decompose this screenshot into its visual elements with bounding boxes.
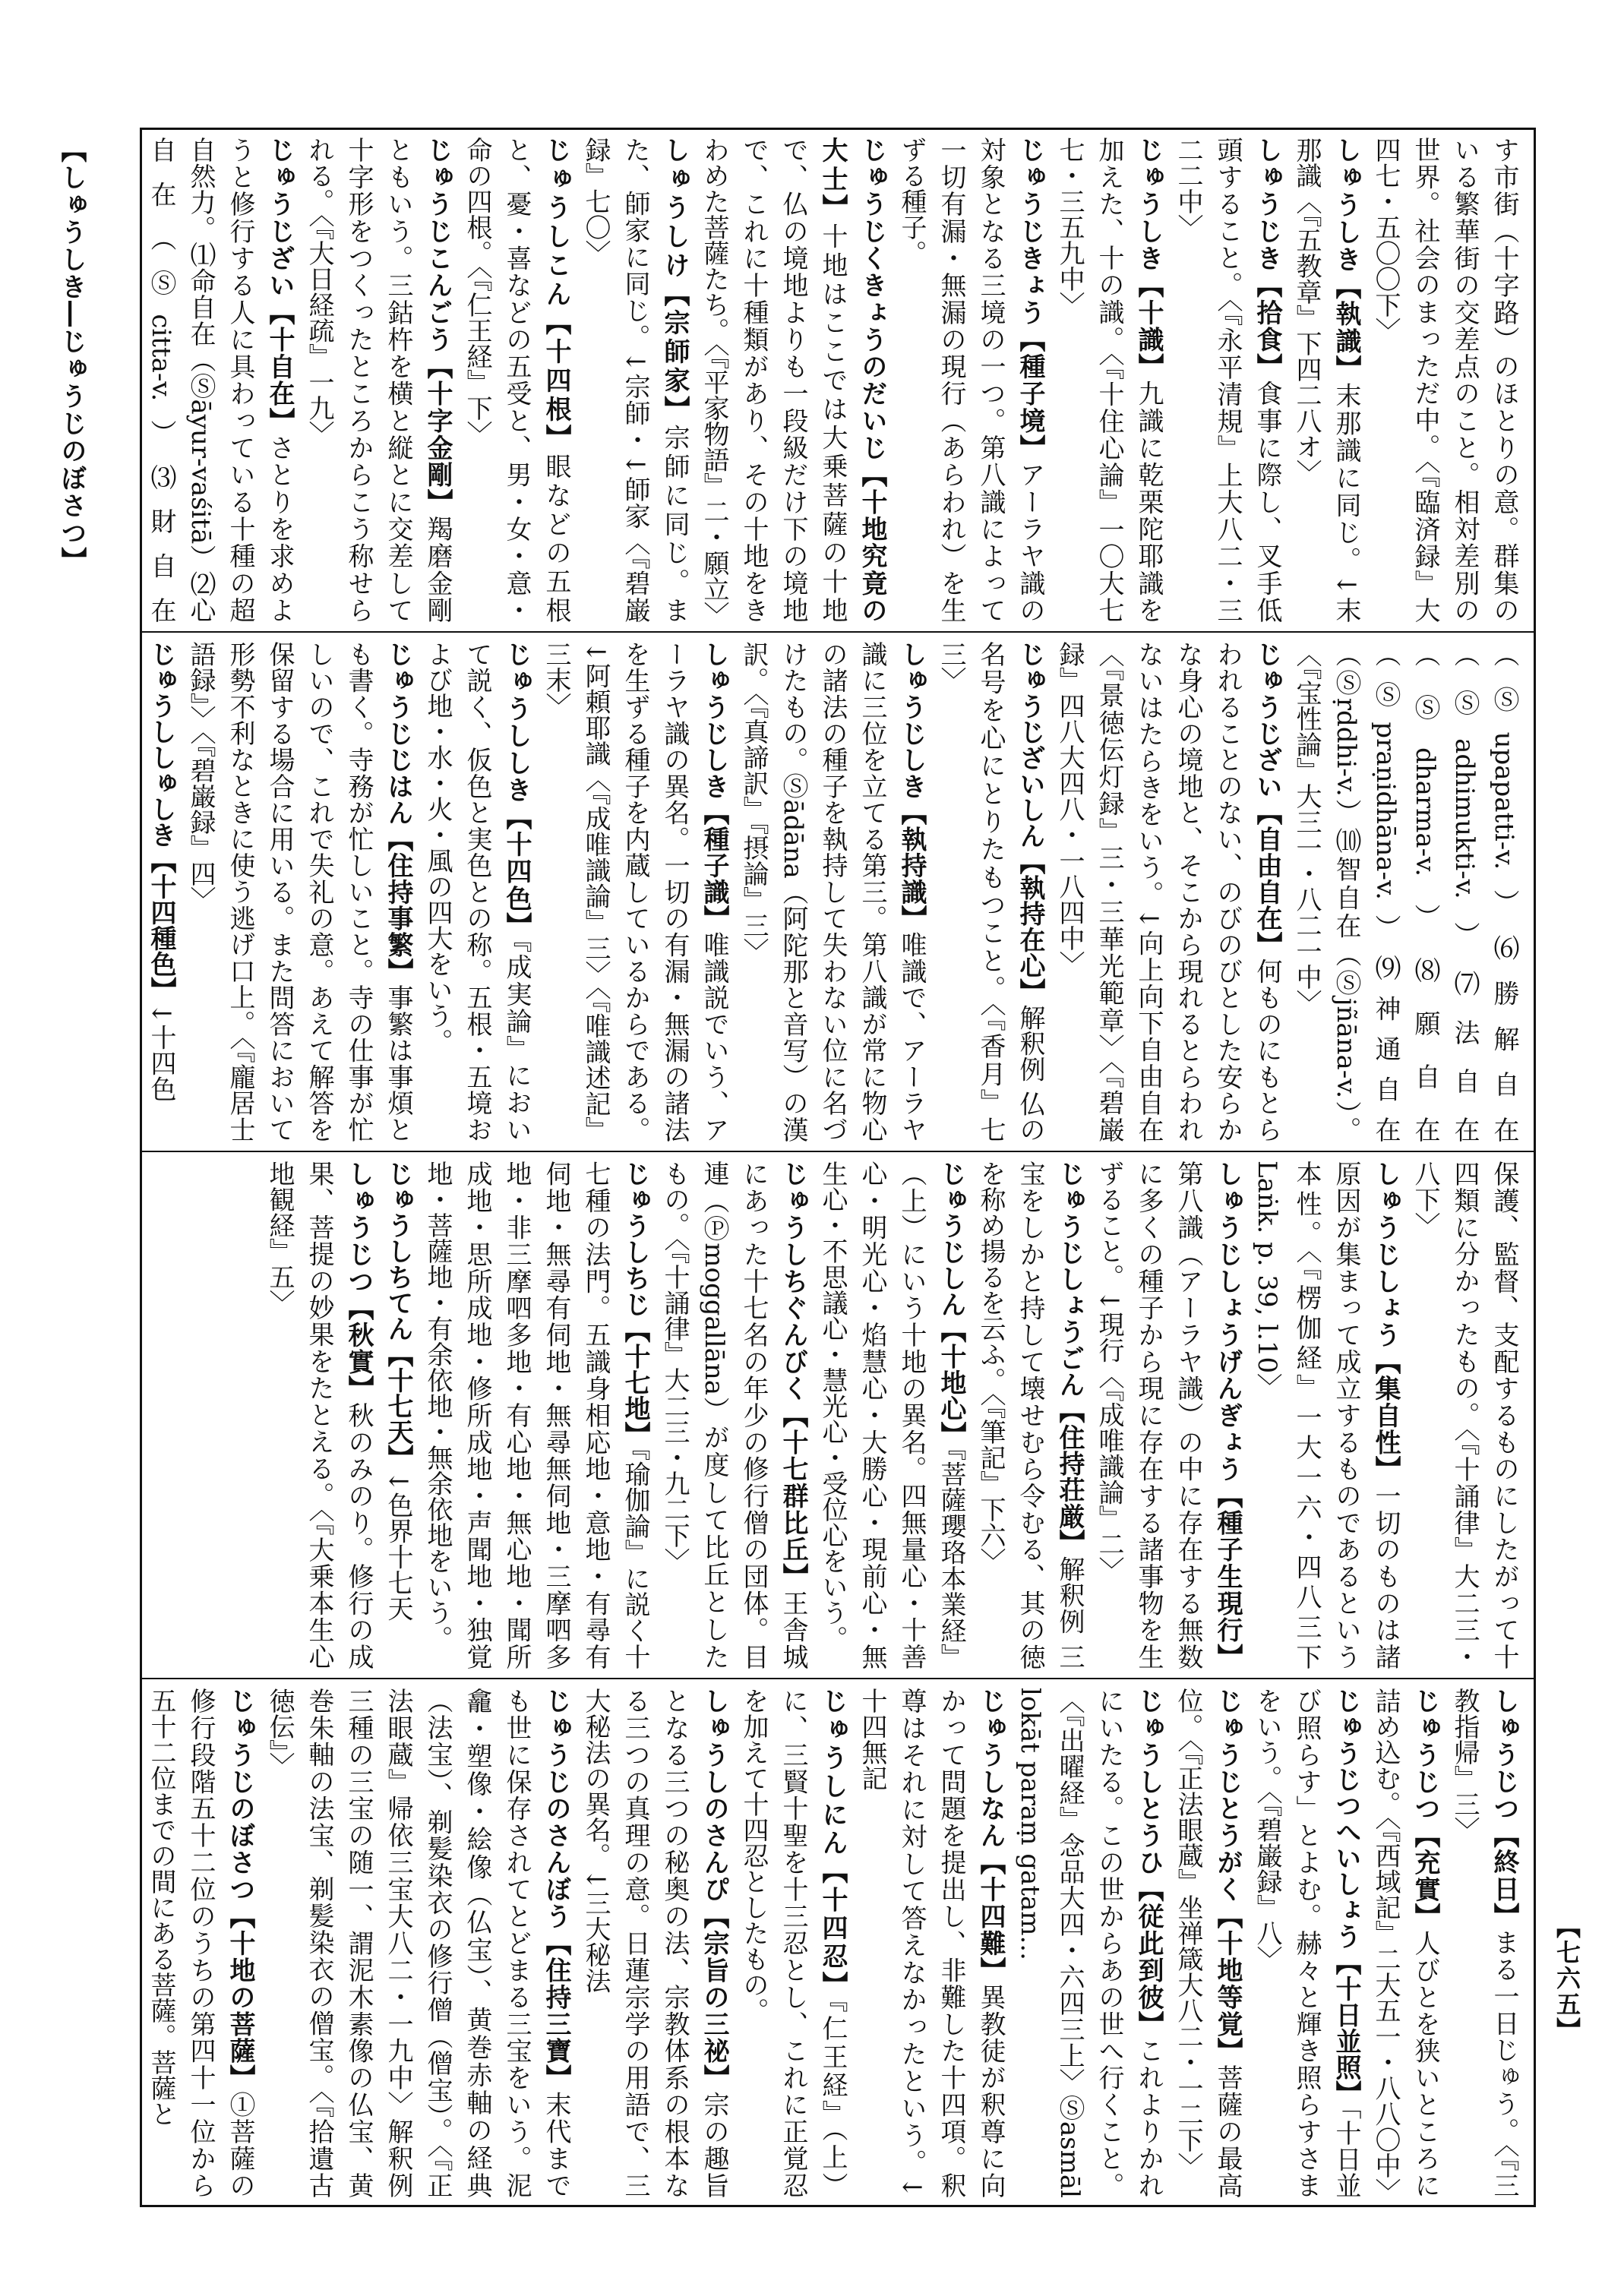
dictionary-entry	[655, 1161, 813, 1669]
tier-divider	[141, 1151, 1534, 1152]
dictionary-entry	[1010, 1688, 1168, 2198]
dictionary-entry	[576, 1688, 734, 2198]
entry-headword: しゅうしけ【宗師家】	[659, 137, 690, 425]
dictionary-entry	[457, 137, 576, 623]
entry-definition: 保護、監督、支配するものにしたがって十四類に分かったもの。〈『十誦律』大二三・八下〉	[1410, 1161, 1519, 1669]
dictionary-entry	[418, 1161, 655, 1669]
dictionary-entry	[1247, 1688, 1366, 2198]
dictionary-entry	[694, 137, 892, 627]
dictionary-entry	[260, 1161, 378, 1669]
dictionary-entry	[892, 137, 1050, 623]
dictionary-entry	[576, 137, 694, 623]
entry-definition: アーラヤ識の対象となる三境の一つ。第八識によって一切有漏・無漏の現行（あらわれ）を生ずる種子。	[896, 137, 1045, 624]
dictionary-entry	[813, 1161, 971, 1669]
entry-definition: 眼などの五根と、憂・喜などの五受と、男・女・意・命の四根。〈『仁王経』下〉	[462, 137, 571, 623]
entry-headword: じゅうじしん【十地心】	[936, 1161, 966, 1448]
dictionary-entry	[1405, 1161, 1524, 1669]
entry-headword: じゅうしとうひ【従此到彼】	[1133, 1688, 1164, 2038]
dictionary-entry	[260, 1688, 576, 2198]
tier-3	[141, 1153, 1534, 1677]
entry-definition: 解釈例 三宝をしかと持して壊せむら令むる、其の徳を称め揚るを云ふ。〈『筆記』下六〉	[975, 1161, 1085, 1670]
entry-definition: 事繁は事煩とも書く。寺務が忙しいこと。寺の仕事が忙しいので、これで失礼の意。あえて解答を保留する場合に用いる。また問答において形勢不利なときに使う逃げ口上。〈『龐居士語録』〉〈『碧巌録』四〉	[185, 641, 413, 1143]
dictionary-entry	[971, 1161, 1089, 1669]
dictionary-entry	[1089, 1161, 1247, 1669]
entry-definition: 宗の趣旨となる三つの秘奥の法、宗教体系の根本なる三つの真理の意。日蓮宗学の用語で、三大秘法の異名。↓三大秘法	[580, 1688, 729, 2199]
entry-definition: 解釈例 仏の名号を心にとりたもつこと。〈『香月』七三〉	[936, 641, 1045, 1143]
dictionary-entry	[299, 137, 457, 623]
dictionary-entry	[141, 641, 181, 1142]
entry-definition: 人びとを狭いところに詰め込む。〈『西域記』二大五一・八八〇中〉	[1370, 1688, 1440, 2204]
dictionary-entry	[1050, 641, 1287, 1142]
entry-definition: ↓色界十七天	[383, 1470, 413, 1622]
entry-definition: 羯磨金剛ともいう。三鈷杵を横と縦とに交差して十字形をつくったところからこう称せられる。〈『大日経疏』一九〉	[304, 137, 453, 624]
dictionary-entry	[181, 641, 418, 1142]
entry-definition: す市街（十字路）のほとりの意。群集のいる繁華街の交差点のこと。相対差別の世界。社会のまっただ中。〈『臨済録』大四七・五〇〇下〉	[1370, 137, 1519, 623]
dictionary-entry	[1366, 1688, 1445, 2204]
dictionary-entry	[852, 1688, 1010, 2198]
entry-definition: 唯識説でいう、アーラヤ識の異名。一切の有漏・無漏の諸法を生ずる種子を内蔵しているからである。↓阿頼耶識〈『成唯識論』三〉〈『唯識述記』三末〉	[541, 641, 729, 1143]
entry-headword: じゅうしき【十識】	[1133, 137, 1164, 381]
entry-headword: じゅうじしょうごん【住持荘厳】	[1054, 1161, 1085, 1556]
entry-definition: 食事に際し、叉手低頭すること。〈『永平清規』上大八二・三二二中〉	[1173, 137, 1282, 624]
entry-headword: じゅうじざいしん【執持在心】	[1015, 641, 1045, 1005]
dictionary-entry	[418, 641, 536, 1142]
tier-2	[141, 633, 1534, 1150]
dictionary-entry	[378, 1161, 418, 1669]
entry-definition: 『仁王経』（上）に、三賢十聖を十三忍とし、これに正覚忍を加えて十四忍としたもの。	[738, 1688, 848, 2199]
entry-headword: じゅうじざい【自由自在】	[1252, 641, 1282, 959]
page-header: 【しゅうしき―じゅうじのぼさつ】	[56, 137, 87, 574]
entry-headword: じゅうじじはん【住持事繁】	[383, 641, 413, 985]
dictionary-entry	[734, 641, 931, 1142]
entry-headword: じゅうしちぐんびく【十七群比丘】	[778, 1161, 808, 1590]
entry-definition: さとりを求めようと修行する人に具わっている十種の超自然力。⑴命自在（Ⓢāyur-vaśitā）⑵心自在（Ⓢcitta-v.）⑶財自在	[146, 137, 295, 624]
entry-definition: 末代までも世に保存されてとどまる三宝をいう。泥龕・塑像・絵像（仏宝）、黄巻赤軸の経典（法宝）、剃髪染衣の修行僧（僧宝）。〈『正法眼蔵』帰依三宝大八二・一九中〉解釈例 三種の三宝の随一、謂泥木素像の仏宝、黄巻朱軸の法宝、剃髪染衣の僧宝。〈『拾遺古徳伝』〉	[264, 1688, 571, 2199]
entry-definition: ①菩薩の修行段階五十二位のうちの第四十一位から五十二位までの間にある菩薩。菩薩と	[146, 1688, 255, 2199]
entry-headword: じゅうじつへいしょう【十日並照】	[1331, 1688, 1361, 2107]
entry-headword: じゅうしちてん【十七天】	[383, 1161, 413, 1470]
entry-headword: しゅうじき【拾食】	[1252, 137, 1282, 381]
entry-headword: しゅうじつ【秋實】	[343, 1161, 374, 1402]
entry-headword: じゅうしなん【十四難】	[975, 1688, 1006, 1984]
entry-headword: じゅうじきょう【種子境】	[1015, 137, 1045, 462]
entry-headword: じゅうしにん【十四忍】	[817, 1688, 848, 2000]
entry-definition: 「十日並び照らす」とよむ。赫々と輝き照らすさまをいう。〈『碧巌録』八〉	[1252, 1688, 1361, 2199]
dictionary-entry	[1366, 137, 1524, 623]
dictionary-entry	[141, 1688, 260, 2198]
entry-definition: （Ⓢupapatti-v.）⑹勝解自在（Ⓢadhimukti-v.）⑺法自在（Ⓢdharma-v.）⑻願自在（Ⓢpraṇidhāna-v.）⑼神通自在（Ⓢṛddhi-v.）⑽智自在（Ⓢjñāna-v.）。〈『宝性論』大三一・八二一中〉	[1291, 641, 1519, 1142]
entry-headword: しゅうしき【執識】	[1331, 137, 1361, 383]
entry-headword: じゅうじとうがく【十地等覚】	[1212, 1688, 1243, 2065]
dictionary-entry	[734, 1688, 852, 2198]
entry-headword: じゅうじこんごう【十字金剛】	[422, 137, 453, 516]
tier-1	[141, 129, 1534, 630]
entry-definition: 秋のみのり。修行の成果、菩提の妙果をたとえる。〈『大乗本生心地観経』五〉	[264, 1161, 374, 1670]
dictionary-entry	[1445, 1688, 1524, 2198]
entry-definition: 『瑜伽論』に説く十七種の法門。五識身相応地・意地・有尋有伺地・無尋有伺地・無尋無伺地・三摩呬多地・非三摩呬多地・有心地・無心地・聞所成地・思所成地・修所成地・声聞地・独覚地・菩薩地・有余依地・無余依地をいう。	[422, 1161, 650, 1670]
entry-headword: じゅうじのぼさつ【十地の菩薩】	[225, 1688, 255, 2092]
entry-headword: しゅうじしき【執持識】	[896, 641, 927, 932]
dictionary-entry	[536, 641, 734, 1142]
page-number: 【七六五】	[1553, 1914, 1581, 2043]
dictionary-entry	[931, 641, 1050, 1142]
entry-definition: 『菩薩瓔珞本業経』（上）にいう十地の異名。四無量心・十善心・明光心・焰慧心・大勝心・現前心・無生心・不思議心・慧光心・受位心をいう。	[817, 1161, 966, 1670]
entry-definition: 『成実論』において説く、仮色と実色との称。五根・五境および地・水・火・風の四大をいう。	[422, 641, 532, 1143]
entry-definition: ↓十四色	[146, 1003, 176, 1102]
dictionary-entry	[1247, 1161, 1405, 1669]
entry-definition: 一切のものは諸原因が集まって成立するものであるという本性。〈『楞伽経』一大一六・四八三下 Laṅk. p. 39, l.10〉	[1252, 1161, 1401, 1670]
dictionary-entry	[1168, 137, 1287, 623]
entry-headword: じゅうししき【十四色】	[501, 641, 532, 940]
dictionary-entry	[1287, 137, 1366, 623]
entry-definition: 何ものにもとらわれることのない、のびのびとした安らかな身心の境地と、そこから現れるとらわれないはたらきをいう。↓向上向下自由自在〈『景徳伝灯録』三・三華光範章〉〈『碧巌録』四八大四八・一八四中〉	[1054, 641, 1282, 1143]
entry-headword: しゅうじつ【終日】	[1489, 1688, 1519, 1930]
entry-definition: 九識に乾栗陀耶識を加えた、十の識。〈『十住心論』一〇大七七・三五九中〉	[1054, 137, 1164, 624]
entry-definition: まる一日じゅう。〈『三教指帰』三〉	[1449, 1688, 1519, 2199]
entry-headword: しゅうじしょうげんぎょう【種子生現行】	[1212, 1161, 1243, 1669]
entry-headword: じゅうしちじ【十七地】	[620, 1161, 650, 1448]
dictionary-entry	[1287, 641, 1524, 1142]
dictionary-entry	[1168, 1688, 1247, 2198]
entry-headword: しゅうしのさんぴ【宗旨の三祕】	[699, 1688, 729, 2092]
entry-definition: 異教徒が釈尊に向かって問題を提出し、非難した十四項。釈尊はそれに対して答えなかったという。↓十四無記	[857, 1688, 1006, 2199]
entry-headword: じゅうしこん【十四根】	[541, 137, 571, 453]
entry-headword: じゅうししゅしき【十四種色】	[146, 641, 176, 1003]
entry-headword: じゅうじつ【充實】	[1410, 1688, 1440, 1930]
dictionary-entry	[141, 137, 299, 623]
entry-definition: 唯識で、アーラヤ識に三位を立てる第三。第八識が常に物心の諸法の種子を執持して失わない位に名づけたもの。Ⓢādāna（阿陀那と音写）の漢訳。〈『真諦訳』『摂論』三〉	[738, 641, 927, 1143]
tier-4	[141, 1680, 1534, 2206]
entry-headword: じゅうじのさんぼう【住持三寶】	[541, 1688, 571, 2092]
entry-headword: しゅうじしき【種子識】	[699, 641, 729, 932]
tier-divider	[141, 631, 1534, 633]
entry-headword: じゅうじくきょうのだいじ【十地究竟の大士】	[817, 137, 887, 623]
entry-definition: 王舎城にあった十七名の年少の修行僧の団体。目連（Ⓟmoggallāna）が度して比丘としたもの。〈『十誦律』大二三・九二下〉	[659, 1161, 808, 1670]
entry-definition: 十地はここでは大乗菩薩の十地で、仏の境地よりも一段級だけ下の境地で、これに十種類があり、その十地をきわめた菩薩たち。〈『平家物語』二・願立〉	[699, 137, 848, 627]
entry-definition: 宗師に同じ。また、師家に同じ。↓宗師・↓師家〈『碧巌録』七〇〉	[580, 137, 690, 623]
entry-headword: じゅうじざい【十自在】	[264, 137, 295, 435]
entry-definition: これよりかれにいたる。この世からあの世へ行くこと。〈『出曜経』念品大四・六四三上〉Ⓢasmāl lokāt paraṃ gatam...	[1015, 1688, 1164, 2199]
entry-headword: しゅうじしょう【集自性】	[1370, 1161, 1401, 1483]
dictionary-entry	[1050, 137, 1168, 623]
entry-definition: 第八識（アーラヤ識）の中に存在する無数に多くの種子から現に存在する諸事物を生ずること。↓現行〈『成唯識論』二〉	[1094, 1161, 1203, 1669]
tier-divider	[141, 1678, 1534, 1679]
entry-definition: 菩薩の最高位。〈『正法眼蔵』坐禅箴大八二・一二下〉	[1173, 1688, 1243, 2199]
entry-definition: 末那識に同じ。↓末那識〈『五教章』下四二八オ〉	[1291, 137, 1361, 624]
